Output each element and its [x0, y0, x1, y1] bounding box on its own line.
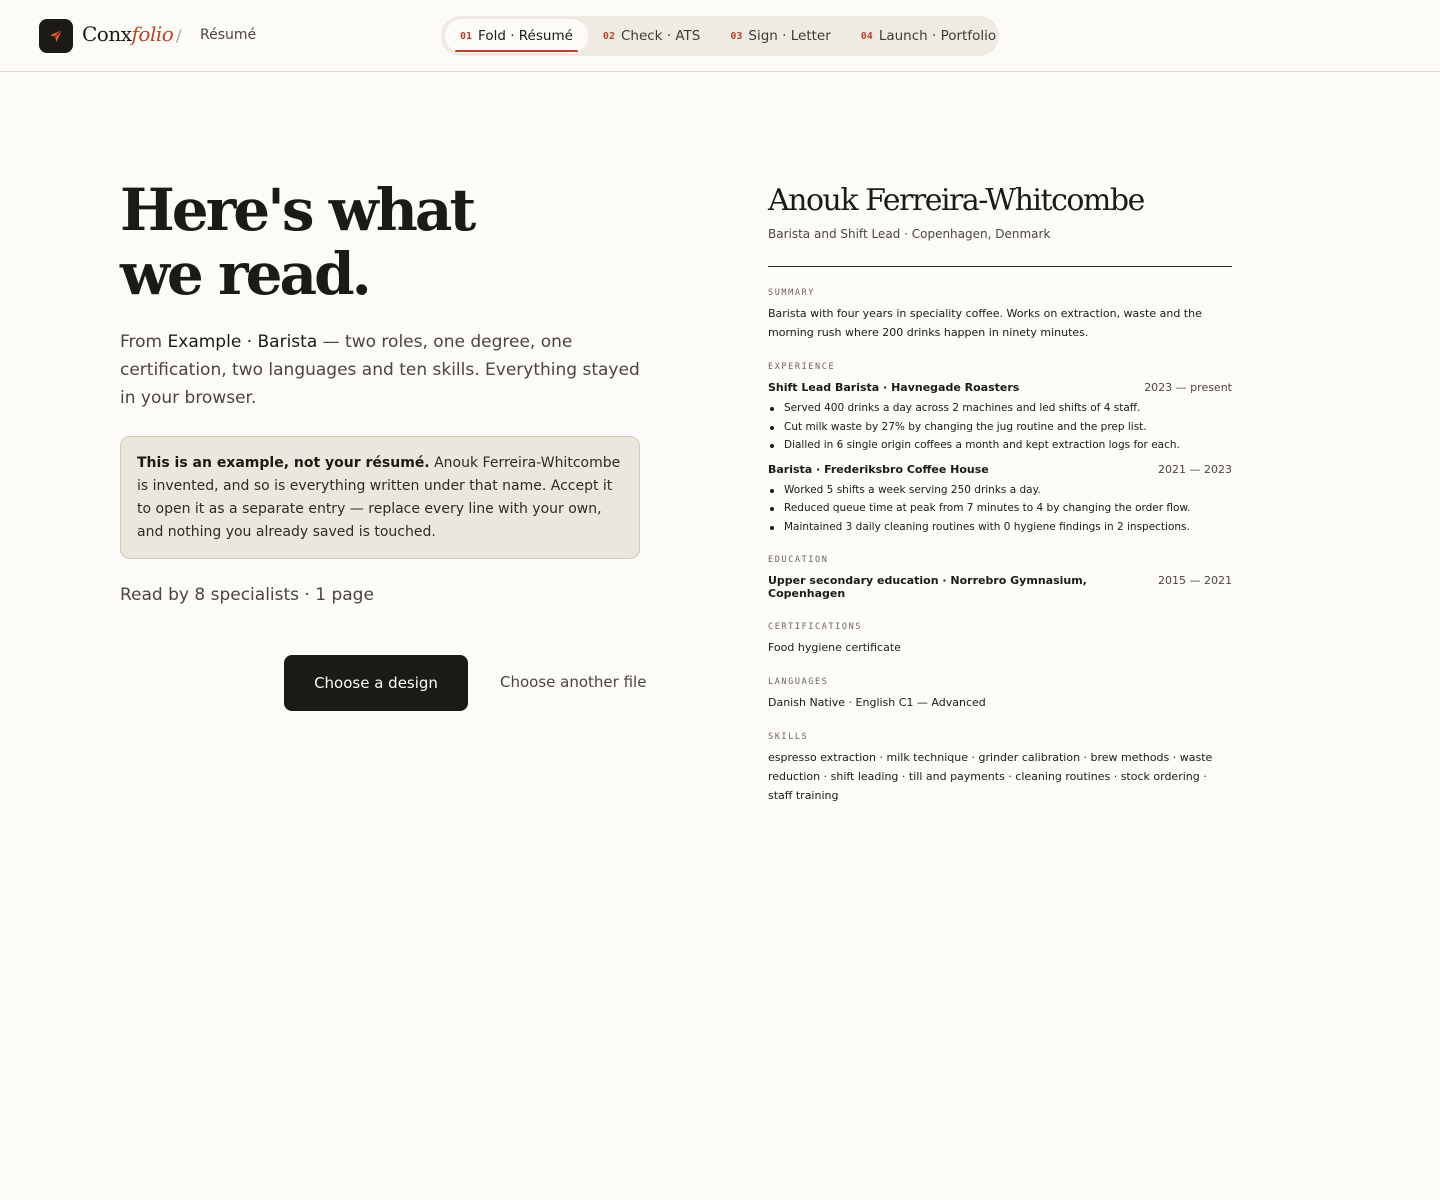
step-sign-letter[interactable] [715, 19, 845, 53]
list-item: Dialled in 6 single origin coffees a month and kept extraction logs for each. [768, 436, 1232, 455]
experience-heading: EXPERIENCE [768, 362, 836, 372]
education-heading: EDUCATION [768, 555, 829, 565]
step-number: 04 [860, 30, 873, 42]
choose-design-button[interactable]: Choose a design [284, 655, 468, 711]
intro-text [120, 328, 640, 412]
step-label: Fold · Résumé [478, 28, 573, 44]
certifications-text: Food hygiene certificate [768, 641, 901, 654]
list-item: Cut milk waste by 27% by changing the jug routine and the prep list. [768, 418, 1232, 437]
page-title [120, 178, 640, 306]
job-bullets [768, 399, 1232, 455]
paper-plane-icon[interactable] [39, 19, 73, 53]
list-item: Worked 5 shifts a week serving 250 drinks a day. [768, 481, 1232, 500]
summary-text: Barista with four years in speciality coffee. Works on extraction, waste and the morning rush where 200 drinks happen in ninety minutes. [768, 307, 1202, 339]
workflow-stepper [441, 16, 999, 56]
certifications-heading: CERTIFICATIONS [768, 622, 863, 632]
step-number: 03 [730, 30, 743, 42]
step-number: 01 [460, 30, 473, 42]
skills-text: espresso extraction · milk technique · grinder calibration · brew methods · waste reduction · shift leading · till and payments · cleaning routines · stock ordering · staff training [768, 751, 1213, 802]
step-fold-resume[interactable] [445, 19, 588, 53]
step-launch-portfolio[interactable] [846, 19, 1011, 53]
brand-main: Conx [82, 22, 132, 46]
languages-text: Danish Native · English C1 — Advanced [768, 696, 986, 709]
list-item: Served 400 drinks a day across 2 machines and led shifts of 4 staff. [768, 399, 1232, 418]
list-item: Maintained 3 daily cleaning routines with 0 hygiene findings in 2 inspections. [768, 518, 1232, 537]
intro-from: From [120, 332, 163, 352]
job-dates: 2021 — 2023 [1158, 462, 1232, 476]
list-item: Reduced queue time at peak from 7 minutes to 4 by changing the order flow. [768, 499, 1232, 518]
intro-rest: — two roles, one degree, one certification, two languages and ten skills. Everything stayed in your browser. [120, 332, 640, 408]
job-row [768, 463, 1232, 476]
notice-lead: This is an example, not your résumé. [137, 455, 430, 471]
step-check-ats[interactable] [588, 19, 715, 53]
brand-logo[interactable] [82, 22, 173, 46]
job-title: Barista · Frederiksbro Coffee House [768, 462, 989, 476]
resume-name: Anouk Ferreira-Whitcombe [768, 183, 1144, 218]
step-label: Check · ATS [620, 28, 701, 44]
education-row [768, 574, 1232, 600]
breadcrumb-separator: / [176, 26, 182, 45]
notice-body: Anouk Ferreira-Whitcombe is invented, and so is everything written under that name. Accept it to open it as a separate entry — replace every line with your own, and nothing you already saved is touched. [137, 455, 621, 540]
languages-heading: LANGUAGES [768, 677, 829, 687]
step-label: Sign · Letter [748, 28, 831, 44]
page-title-line-1: Here's what [120, 176, 474, 244]
brand-accent: folio [131, 22, 174, 46]
education-title: Upper secondary education · Norrebro Gymnasium, Copenhagen [768, 574, 1087, 600]
resume-divider [768, 266, 1232, 267]
breadcrumb: Résumé [200, 27, 257, 43]
step-number: 02 [602, 30, 615, 42]
choose-another-file-link[interactable]: Choose another file [500, 673, 647, 691]
education-dates: 2015 — 2021 [1158, 574, 1232, 587]
example-notice [120, 436, 640, 559]
job-dates: 2023 — present [1144, 381, 1232, 394]
resume-subtitle: Barista and Shift Lead · Copenhagen, Denmark [768, 227, 1051, 241]
review-meta: Read by 8 specialists · 1 page [120, 585, 374, 605]
top-bar [0, 0, 1440, 72]
job-title: Shift Lead Barista · Havnegade Roasters [768, 381, 1020, 394]
job-row [768, 381, 1232, 394]
source-dot: · [246, 332, 253, 352]
summary-heading: SUMMARY [768, 288, 816, 298]
skills-heading: SKILLS [768, 732, 809, 742]
page-title-line-2: we read. [120, 240, 369, 308]
source-example: Example [167, 332, 242, 352]
job-bullets [768, 481, 1232, 537]
resume-preview [768, 180, 1232, 805]
source-barista: Barista [257, 332, 318, 352]
step-label: Launch · Portfolio [878, 28, 997, 44]
